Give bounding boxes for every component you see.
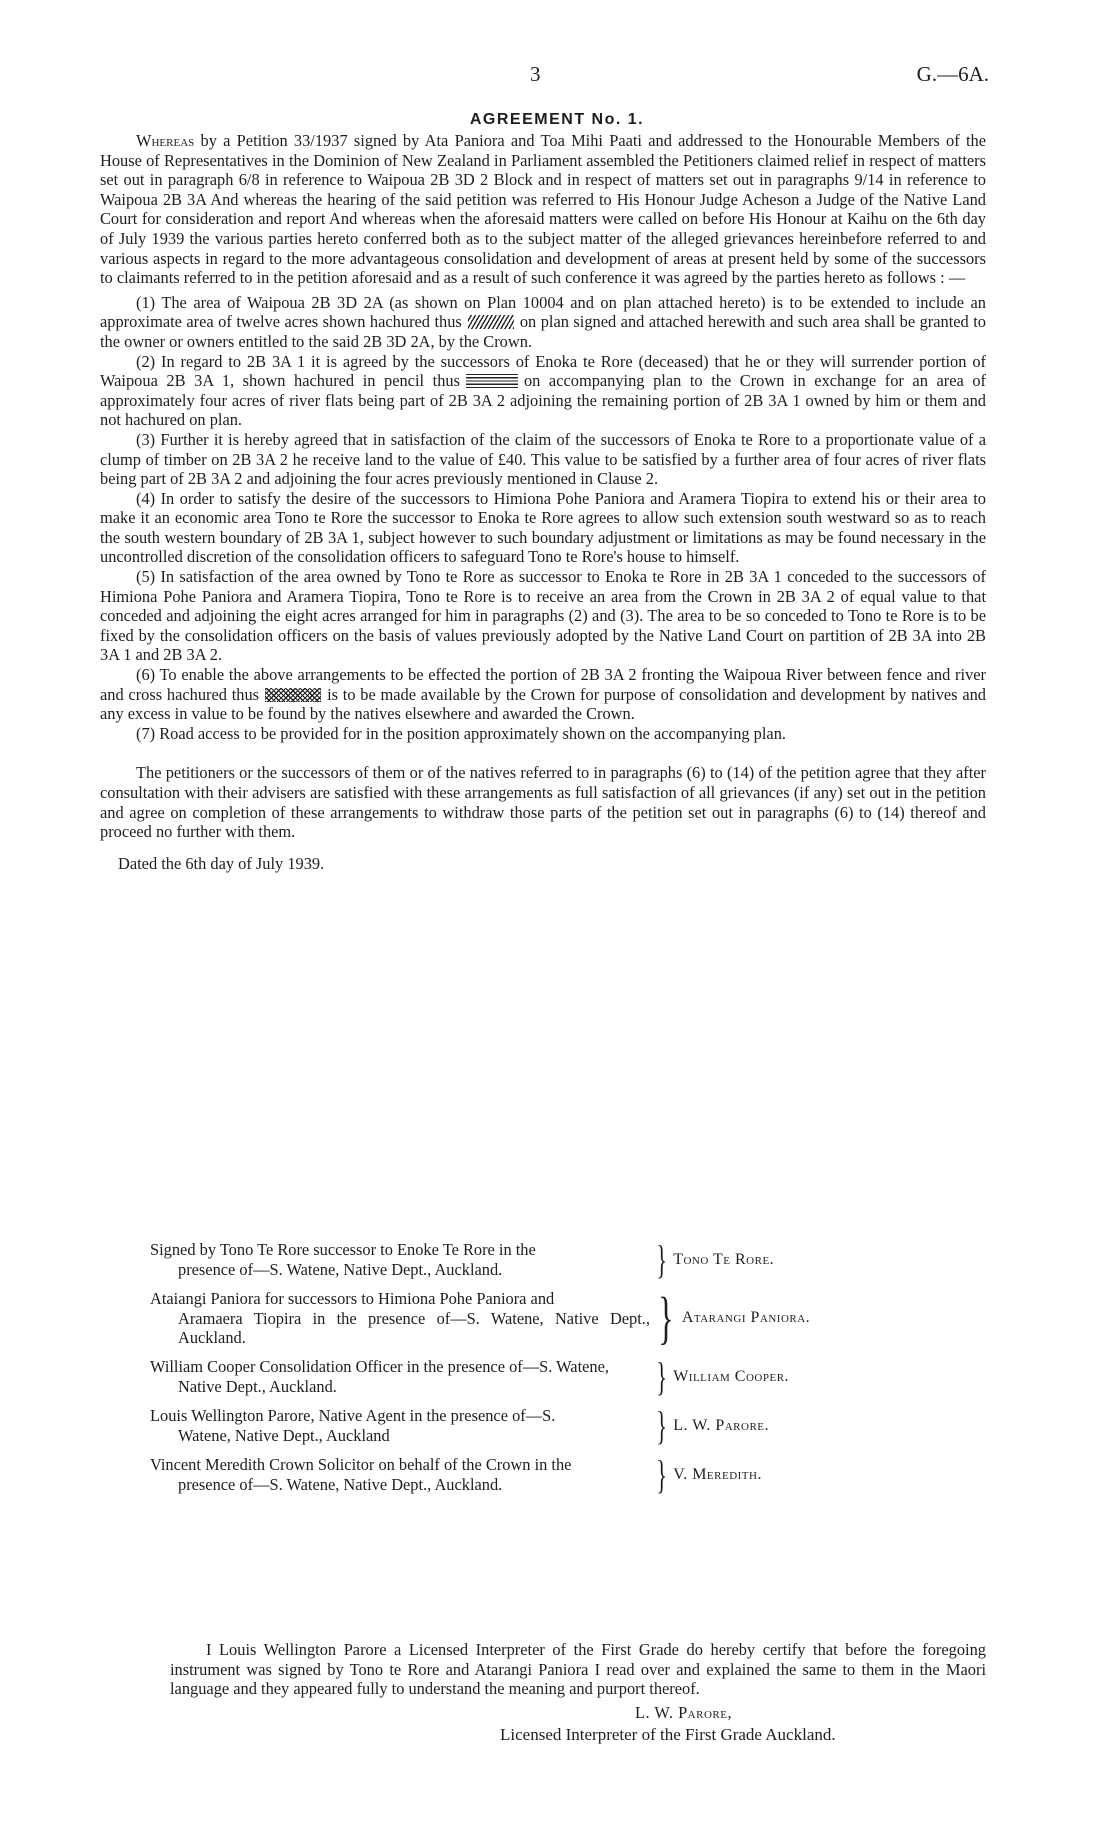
document-reference: G.—6A.	[916, 62, 989, 86]
signature-witness-line: Watene, Native Dept., Auckland	[178, 1425, 390, 1445]
intro-paragraph	[100, 131, 986, 288]
intro-lead: Whereas	[136, 131, 195, 150]
dated-line: Dated the 6th day of July 1939.	[118, 853, 325, 873]
clause-2	[100, 352, 986, 430]
agreement-body	[100, 131, 986, 873]
signature-witness-line: Native Dept., Auckland.	[178, 1376, 337, 1396]
signature-entry	[150, 1237, 970, 1282]
brace-icon: }	[656, 1451, 667, 1497]
clause-1	[100, 293, 986, 352]
signatory-name: V. Meredith.	[673, 1465, 762, 1483]
signatory-name: L. W. Parore.	[673, 1416, 769, 1434]
signature-witness-line: Signed by Tono Te Rore successor to Enoke Te Rore in the	[150, 1240, 536, 1260]
interpreter-name: L. W. Parore,	[635, 1703, 733, 1722]
signature-entry	[150, 1402, 970, 1448]
signature-witness-line: Aramaera Tiopira in the presence of—S. Watene, Native Dept., Auckland.	[178, 1308, 650, 1348]
brace-icon: }	[658, 1285, 674, 1351]
interpreter-certificate: I Louis Wellington Parore a Licensed Interpreter of the First Grade do hereby certify that before the foregoing instrument was signed by Tono te Rore and Atarangi Paniora I read over and explained the same to them in the Maori language and they appeared fully to understand the meaning and purport thereof.	[170, 1640, 986, 1699]
clause-1-text-b: on plan signed and attached herewith and such area shall be granted to the owner or owners entitled to the said 2B 3D 2A, by the Crown.	[100, 312, 986, 351]
signature-witness-line: Louis Wellington Parore, Native Agent in the presence of—S.	[150, 1406, 556, 1426]
signature-witness-line: Ataiangi Paniora for successors to Himiona Pohe Paniora and	[150, 1289, 555, 1308]
signature-entry	[150, 1285, 970, 1351]
hachure-horizontal-swatch	[466, 374, 518, 388]
clause-5: (5) In satisfaction of the area owned by Tono te Rore as successor to Enoka te Rore in 2B 3A 1 conceded to the successors of Himiona Pohe Paniora and Aramera Tiopira, Tono te Rore is to receive an area from the Crown in 2B 3A 2 of equal value to that conceded and adjoining the eight acres arranged for him in paragraphs (2) and (3). The area to be so conceded to Tono te Rore is to be fixed by the consolidation officers on the basis of values previously adopted by the Native Land Court on partition of 2B 3A into 2B 3A 1 and 2B 3A 2.	[100, 567, 986, 665]
signature-witness-line: William Cooper Consolidation Officer in the presence of—S. Watene,	[150, 1357, 609, 1377]
page-number: 3	[530, 62, 541, 86]
clause-4: (4) In order to satisfy the desire of the successors to Himiona Pohe Paniora and Aramera Tiopira to extend his or their area to make it an economic area Tono te Rore the successor to Enoka te Rore agrees to allow such extension south westward so as to reach the south western boundary of 2B 3A 1, subject however to such boundary adjustment or limitations as may be found necessary in the uncontrolled discretion of the consolidation officers to safeguard Tono te Rore's house to himself.	[100, 488, 986, 567]
signature-witness-line: presence of—S. Watene, Native Dept., Auckland.	[178, 1260, 503, 1279]
clause-6-text-b: is to be made available by the Crown for purpose of consolidation and development by natives and any excess in value to be found by the natives elsewhere and awarded the Crown.	[100, 684, 986, 724]
brace-icon: }	[656, 1353, 667, 1399]
clause-6	[100, 665, 986, 724]
interpreter-title: Licensed Interpreter of the First Grade Auckland.	[500, 1725, 836, 1744]
page-header	[0, 62, 1114, 92]
hachure-diagonal-swatch	[468, 315, 514, 329]
clause-7: (7) Road access to be provided for in the position approximately shown on the accompanying plan.	[136, 723, 786, 743]
signature-witness-line: Vincent Meredith Crown Solicitor on behalf of the Crown in the	[150, 1455, 572, 1475]
signatory-name: William Cooper.	[673, 1367, 790, 1385]
signature-witness-line: presence of—S. Watene, Native Dept., Auckland.	[178, 1474, 503, 1494]
clause-2-text-b: on accompanying plan to the Crown in exchange for an area of approximately four acres of river flats being part of 2B 3A 2 adjoining the remaining portion of 2B 3A 1 owned by him or them and not hachured on plan.	[100, 371, 986, 430]
page-title: AGREEMENT No. 1.	[469, 111, 645, 128]
clause-1-text-a: (1) The area of Waipoua 2B 3D 2A (as shown on Plan 10004 and on plan attached hereto) is to be extended to include an approximate area of twelve acres shown hachured thus	[100, 292, 986, 332]
cross-hachure-swatch	[265, 688, 321, 702]
signature-block	[150, 1237, 970, 1504]
signatory-name: Atarangi Paniora.	[681, 1309, 811, 1327]
brace-icon: }	[656, 1402, 667, 1448]
clause-2-text-a: (2) In regard to 2B 3A 1 it is agreed by the successors of Enoka te Rore (deceased) that he or they will surrender portion of Waipoua 2B 3A 1, shown hachured in pencil thus	[100, 351, 986, 391]
petitioners-paragraph: The petitioners or the successors of them or of the natives referred to in paragraphs (6) to (14) of the petition agree that they after consultation with their advisers are satisfied with these arrangements as full satisfaction of all grievances (if any) set out in the petition and agree on completion of these arrangements to withdraw those parts of the petition set out in paragraphs (6) to (14) thereof and proceed no further with them.	[100, 763, 986, 842]
signatory-name: Tono Te Rore.	[673, 1251, 775, 1268]
signature-entry	[150, 1353, 970, 1399]
signature-entry	[150, 1451, 970, 1497]
clause-3: (3) Further it is hereby agreed that in satisfaction of the claim of the successors of Enoka te Rore to a proportionate value of a clump of timber on 2B 3A 2 he receive land to the value of £40. This value to be satisfied by a further area of four acres of river flats being part of 2B 3A 2 and adjoining the four acres previously mentioned in Clause 2.	[100, 429, 986, 489]
intro-text: by a Petition 33/1937 signed by Ata Paniora and Toa Mihi Paati and addressed to the Honourable Members of the House of Representatives in the Dominion of New Zealand in Parliament assembled the Petitioners claimed relief in respect of matters set out in paragraph 6/8 in reference to Waipoua 2B 3D 2 Block and in respect of matters set out in paragraphs 9/14 in reference to Waipoua 2B 3A And whereas the hearing of the said petition was referred to His Honour Judge Acheson a Judge of the Native Land Court for consideration and report And whereas when the aforesaid matters were called on before His Honour at Kaihu on the 6th day of July 1939 the various parties hereto conferred both as to the subject matter of the alleged grievances hereinbefore referred to and various aspects in regard to the more advantageous consolidation and development of areas at present held by some of the successors to claimants referred to in the petition aforesaid and as a result of such conference it was agreed by the parties hereto as follows : —	[100, 131, 986, 288]
clause-6-text-a: (6) To enable the above arrangements to be effected the portion of 2B 3A 2 fronting the Waipoua River between fence and river and cross hachured thus	[100, 665, 986, 704]
brace-icon: }	[656, 1237, 667, 1282]
